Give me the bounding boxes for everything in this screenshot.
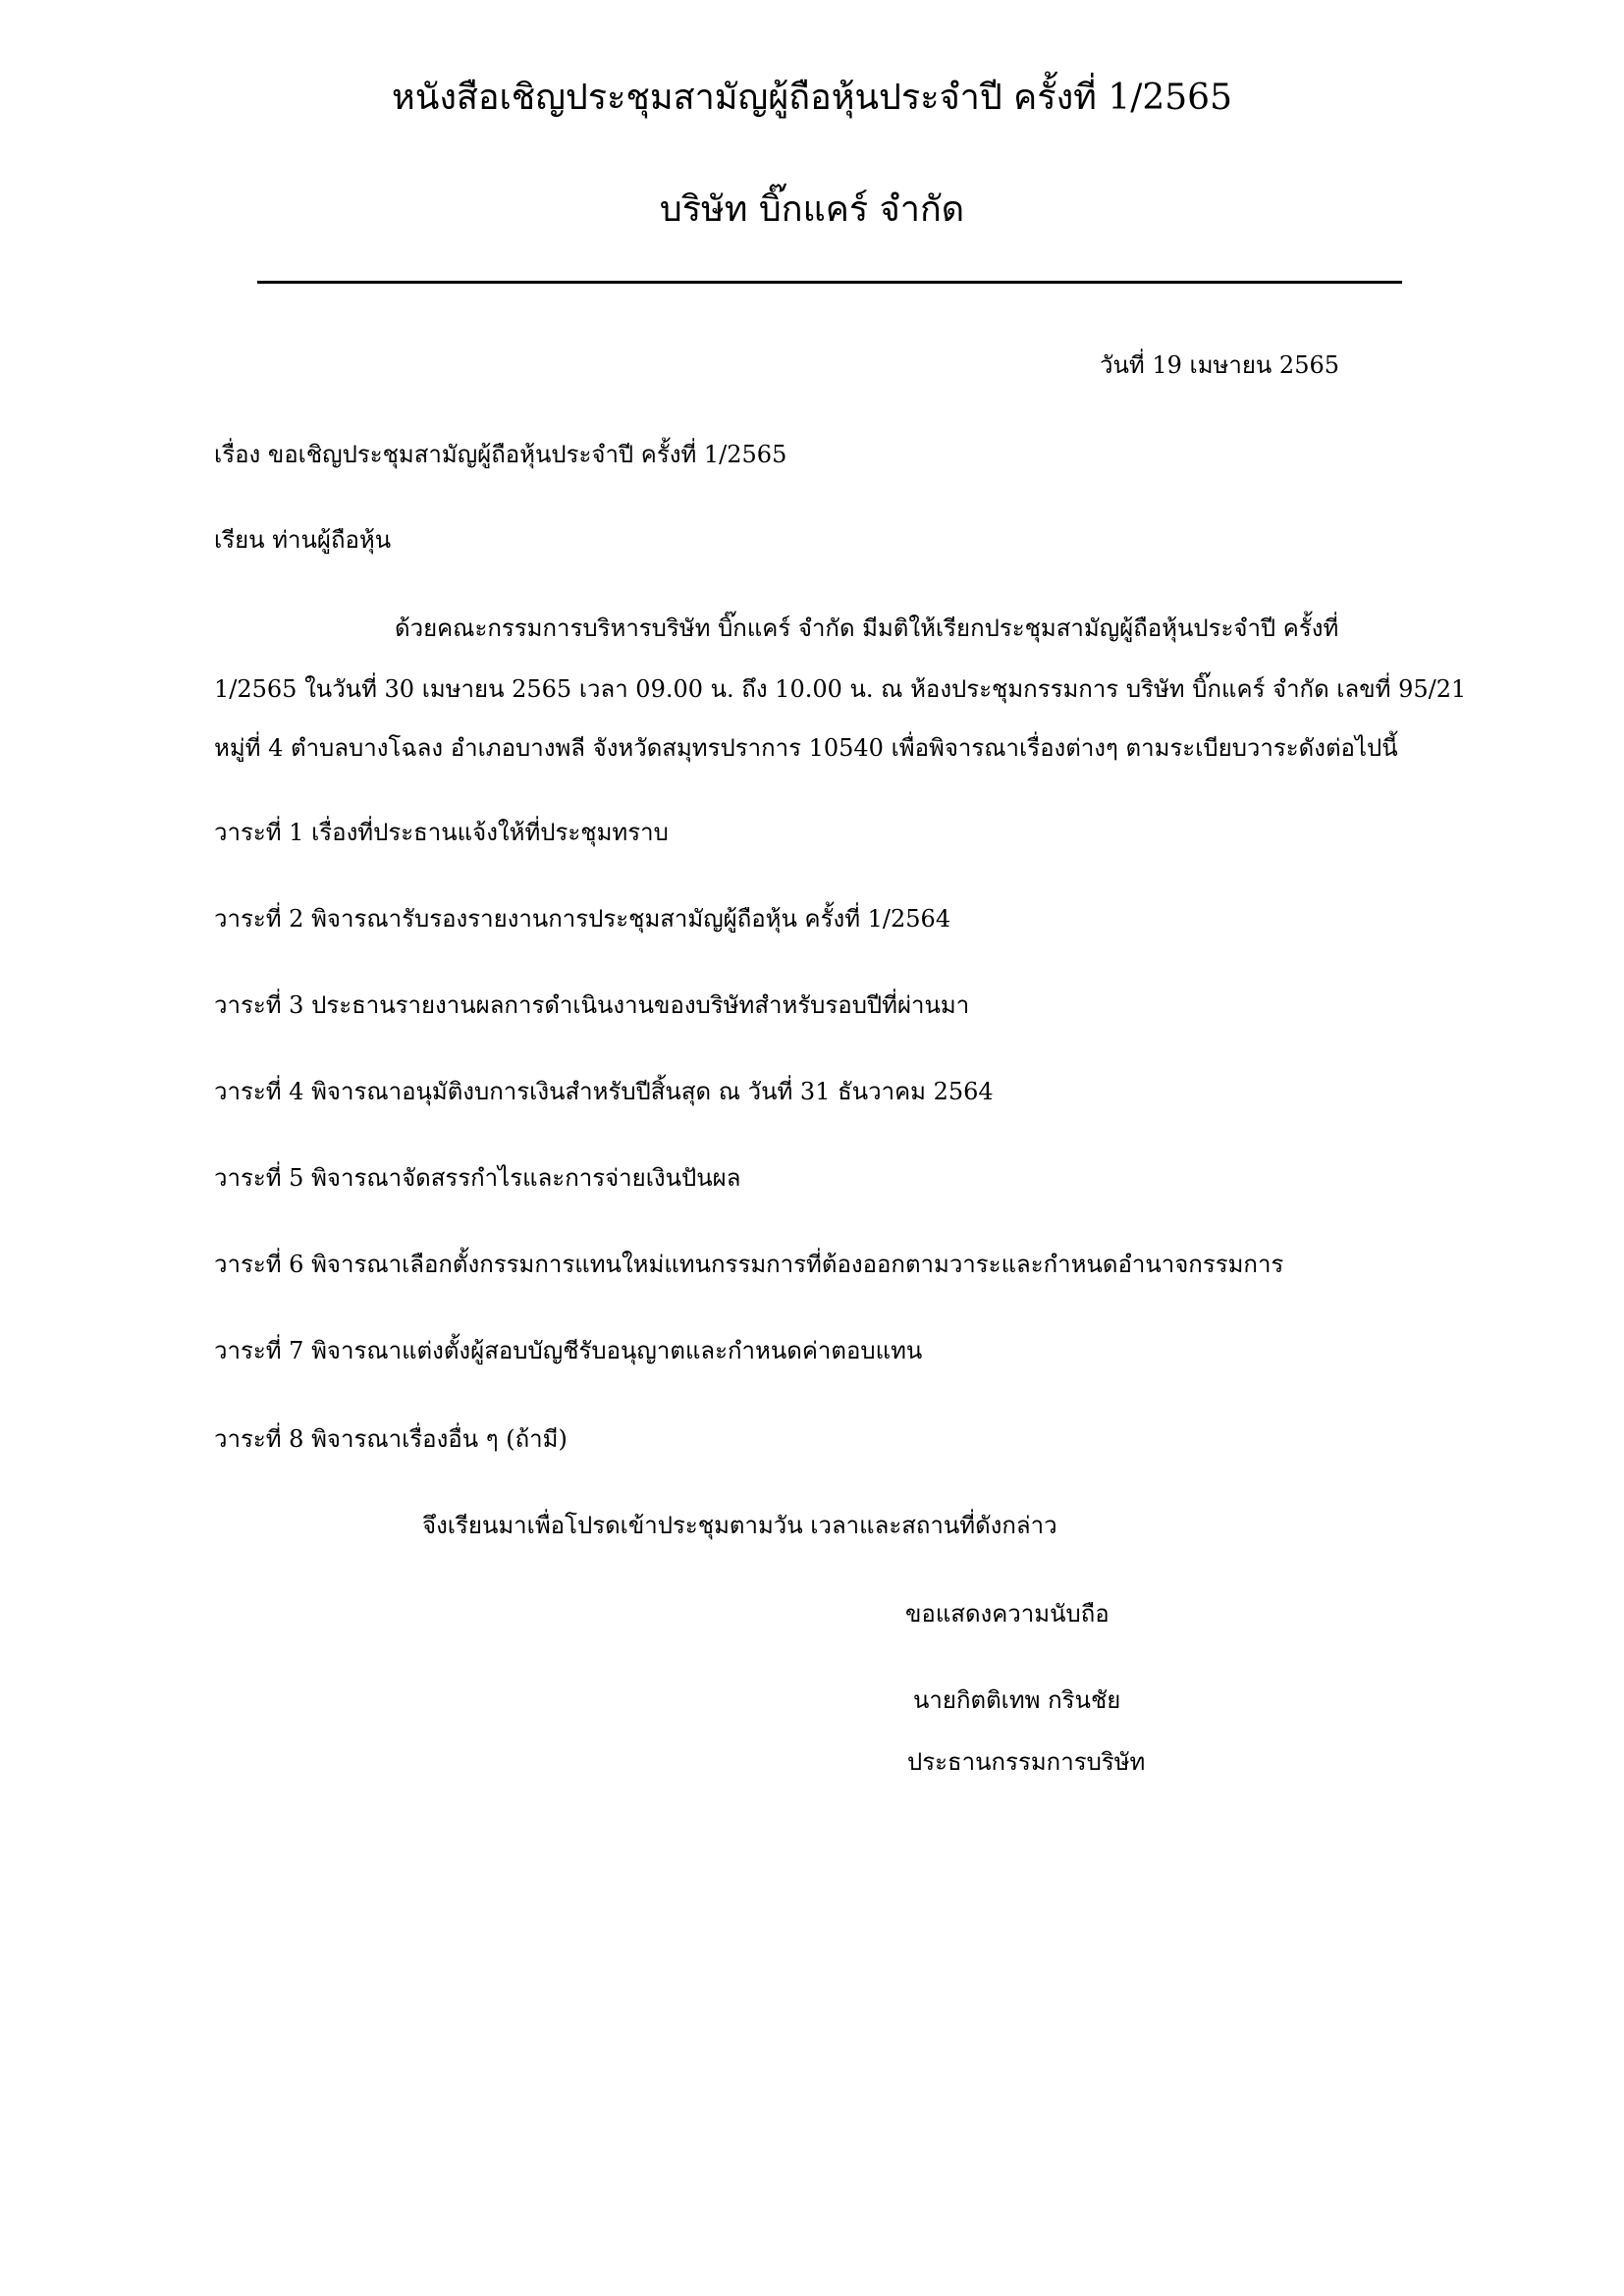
signatory-name: นายกิตติเทพ กรินชัย <box>913 1686 1121 1714</box>
signatory-position: ประธานกรรมการบริษัท <box>907 1748 1146 1776</box>
signature-regards: ขอแสดงความนับถือ <box>905 1600 1110 1628</box>
body-line-1: ด้วยคณะกรรมการบริหารบริษัท บิ๊กแคร์ จำกัด มีมติให้เรียกประชุมสามัญผู้ถือหุ้นประจำปี ครั้งที่ <box>395 614 1339 642</box>
company-name: บริษัท บิ๊กแคร์ จำกัด <box>659 189 965 230</box>
agenda-item-2: วาระที่ 2 พิจารณารับรองรายงานการประชุมสามัญผู้ถือหุ้น ครั้งที่ 1/2564 <box>214 905 951 933</box>
agenda-item-7: วาระที่ 7 พิจารณาแต่งตั้งผู้สอบบัญชีรับอนุญาตและกำหนดค่าตอบแทน <box>214 1337 923 1364</box>
agenda-item-3: วาระที่ 3 ประธานรายงานผลการดำเนินงานของบริษัทสำหรับรอบปีที่ผ่านมา <box>214 991 970 1019</box>
closing-sentence: จึงเรียนมาเพื่อโปรดเข้าประชุมตามวัน เวลาและสถานที่ดังกล่าว <box>422 1512 1057 1539</box>
agenda-item-8: วาระที่ 8 พิจารณาเรื่องอื่น ๆ (ถ้ามี) <box>214 1425 568 1453</box>
agenda-item-4: วาระที่ 4 พิจารณาอนุมัติงบการเงินสำหรับปีสิ้นสุด ณ วันที่ 31 ธันวาคม 2564 <box>214 1078 994 1105</box>
body-line-2: 1/2565 ในวันที่ 30 เมษายน 2565 เวลา 09.00 น. ถึง 10.00 น. ณ ห้องประชุมกรรมการ บริษัท บิ๊กแคร์ จำกัด เลขที่ 95/21 <box>214 675 1467 703</box>
agenda-item-1: วาระที่ 1 เรื่องที่ประธานแจ้งให้ที่ประชุมทราบ <box>214 819 669 846</box>
body-line-3: หมู่ที่ 4 ตำบลบางโฉลง อำเภอบางพลี จังหวัดสมุทรปราการ 10540 เพื่อพิจารณาเรื่องต่างๆ ตามระเบียบวาระดังต่อไปนี้ <box>214 734 1398 762</box>
letter-subject: เรื่อง ขอเชิญประชุมสามัญผู้ถือหุ้นประจำปี ครั้งที่ 1/2565 <box>214 441 787 468</box>
letter-recipient: เรียน ท่านผู้ถือหุ้น <box>214 526 392 554</box>
agenda-item-5: วาระที่ 5 พิจารณาจัดสรรกำไรและการจ่ายเงินปันผล <box>214 1164 741 1192</box>
header-divider <box>257 281 1402 284</box>
letter-date: วันที่ 19 เมษายน 2565 <box>1100 351 1339 379</box>
agenda-item-6: วาระที่ 6 พิจารณาเลือกตั้งกรรมการแทนใหม่แทนกรรมการที่ต้องออกตามวาระและกำหนดอำนาจกรรมการ <box>214 1251 1284 1278</box>
document-title: หนังสือเชิญประชุมสามัญผู้ถือหุ้นประจำปี ครั้งที่ 1/2565 <box>391 78 1232 118</box>
